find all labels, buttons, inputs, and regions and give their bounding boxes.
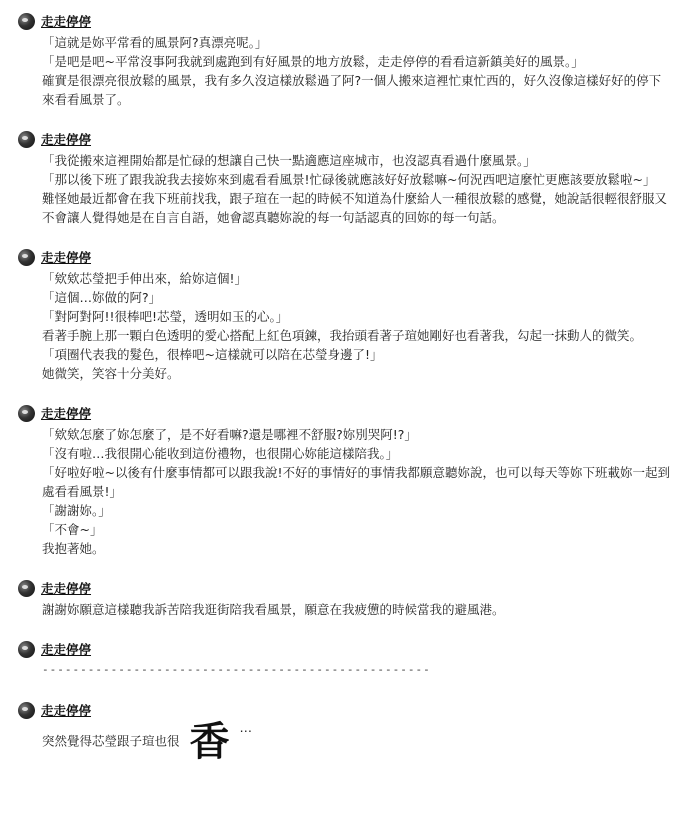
post-line: 「沒有啦…我很開心能收到這份禮物，也很開心妳能這樣陪我。」 <box>42 446 399 461</box>
post <box>18 639 672 680</box>
post <box>18 403 672 558</box>
author-link[interactable]: 走走停停 <box>41 14 92 29</box>
post-line: 「這就是妳平常看的風景阿?真漂亮呢。」 <box>42 35 268 50</box>
post-line: 「不會~」 <box>42 522 103 537</box>
author-link[interactable]: 走走停停 <box>41 703 92 718</box>
dashed-divider: --------------------------------------------------- <box>42 663 431 676</box>
author-link[interactable]: 走走停停 <box>41 406 92 421</box>
author-link[interactable]: 走走停停 <box>41 250 92 265</box>
post-line: 「欸欸怎麼了妳怎麼了，是不好看嘛?還是哪裡不舒服?妳別哭阿!?」 <box>42 427 417 442</box>
post-line: 我抱著她。 <box>42 541 105 556</box>
post <box>18 700 672 765</box>
avatar[interactable] <box>18 702 35 719</box>
post-body <box>42 151 672 227</box>
post-line-last <box>42 718 672 765</box>
post-line: 「欸欸芯瑩把手伸出來，給妳這個!」 <box>42 271 248 286</box>
post-header <box>18 639 672 659</box>
avatar[interactable] <box>18 405 35 422</box>
post-line: 「我從搬來這裡開始都是忙碌的想讓自己快一點適應這座城市，也沒認真看過什麼風景。」 <box>42 153 536 168</box>
avatar[interactable] <box>18 13 35 30</box>
post <box>18 129 672 227</box>
avatar[interactable] <box>18 580 35 597</box>
post-header <box>18 578 672 598</box>
post-header <box>18 129 672 149</box>
author-link[interactable]: 走走停停 <box>41 132 92 147</box>
post-header <box>18 403 672 423</box>
post-line: 「對阿對阿!!很棒吧!芯瑩，透明如玉的心。」 <box>42 309 289 324</box>
post-line: 看著手腕上那一顆白色透明的愛心搭配上紅色項鍊，我抬頭看著子瑄她剛好也看著我，勾起一抹動人的微笑。 <box>42 328 643 343</box>
post-body <box>42 718 672 765</box>
post-line: 「是吧是吧~平常沒事阿我就到處跑到有好風景的地方放鬆，走走停停的看看這新鎮美好的風景。」 <box>42 54 584 69</box>
post-line: 「謝謝妳。」 <box>42 503 111 518</box>
post-header <box>18 11 672 31</box>
post-line: 「項圈代表我的髮色，很棒吧~這樣就可以陪在芯瑩身邊了!」 <box>42 347 383 362</box>
post <box>18 11 672 109</box>
post-line: 難怪她最近都會在我下班前找我，跟子瑄在一起的時候不知道為什麼給人一種很放鬆的感覺，她說話很輕很舒服又不會讓人覺得她是在自言自語，她會認真聽妳說的每一句話認真的回妳的每一句話。 <box>42 191 668 225</box>
post-line: 「這個…妳做的阿?」 <box>42 290 162 305</box>
author-link[interactable]: 走走停停 <box>41 642 92 657</box>
avatar[interactable] <box>18 641 35 658</box>
avatar[interactable] <box>18 131 35 148</box>
post-body <box>42 33 672 109</box>
post-body <box>42 661 672 680</box>
post-line: 「好啦好啦~以後有什麼事情都可以跟我說!不好的事情好的事情我都願意聽妳說，也可以每天等妳下班載妳一起到處看看風景!」 <box>42 465 670 499</box>
post-header <box>18 247 672 267</box>
post-line: 謝謝妳願意這樣聽我訴苦陪我逛街陪我看風景，願意在我疲憊的時候當我的避風港。 <box>42 602 505 617</box>
post-line: 確實是很漂亮很放鬆的風景，我有多久沒這樣放鬆過了阿?一個人搬來這裡忙東忙西的，好久沒像這樣好好的停下來看看風景了。 <box>42 73 662 107</box>
post-body <box>42 269 672 383</box>
post-line: 「那以後下班了跟我說我去接妳來到處看看風景!忙碌後就應該好好放鬆嘛~何況西吧這麼忙更應該要放鬆啦~」 <box>42 172 656 187</box>
post-body <box>42 600 672 619</box>
post <box>18 247 672 383</box>
avatar[interactable] <box>18 249 35 266</box>
post <box>18 578 672 619</box>
post-header <box>18 700 672 720</box>
post-body <box>42 425 672 558</box>
emphasis-character: 香 <box>189 718 230 765</box>
ellipsis: … <box>239 720 253 735</box>
last-text: 突然覺得芯瑩跟子瑄也很 <box>42 733 180 749</box>
post-line: 她微笑，笑容十分美好。 <box>42 366 180 381</box>
author-link[interactable]: 走走停停 <box>41 581 92 596</box>
